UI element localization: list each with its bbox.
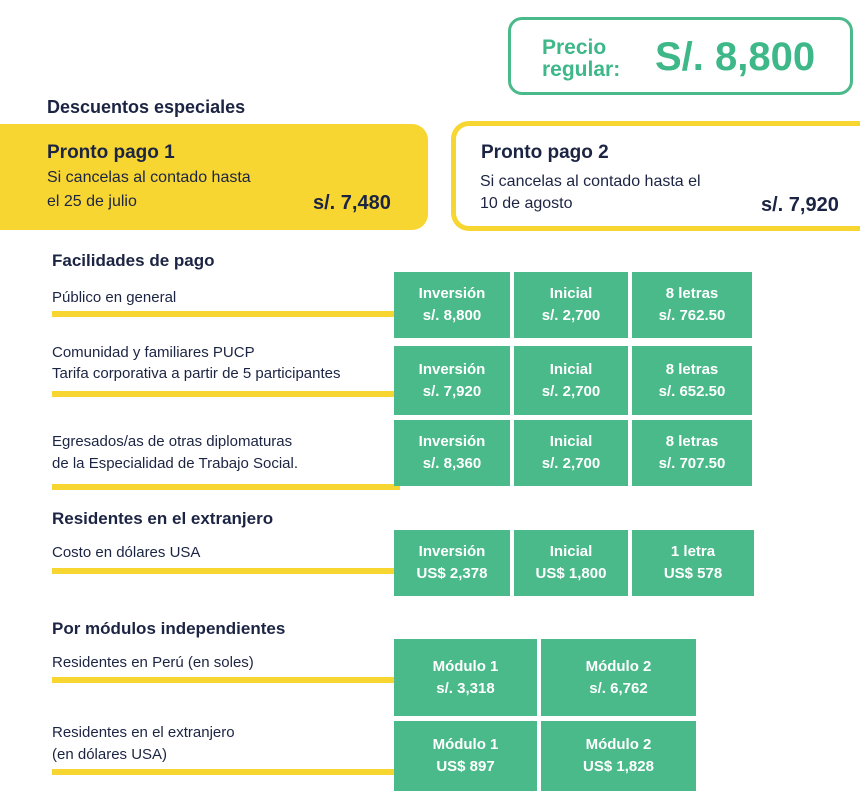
cell-heading: Inicial — [549, 433, 593, 450]
foreign-residents-title: Residentes en el extranjero — [52, 509, 274, 528]
price-cell — [394, 420, 510, 486]
row-label-peru-residents: Residentes en Perú (en soles) — [52, 654, 254, 671]
cell-heading: Inversión — [418, 433, 486, 450]
cell-value: s/. 2,700 — [541, 382, 601, 400]
early-payment-2-card — [451, 121, 860, 231]
cell-value: US$ 2,378 — [416, 565, 488, 582]
row-label-pucp-line1: Comunidad y familiares PUCP — [52, 344, 255, 361]
cell-value: s/. 2,700 — [541, 455, 601, 472]
price-cell — [514, 420, 628, 486]
row-underline — [52, 677, 396, 683]
modules-title: Por módulos independientes — [52, 619, 286, 638]
row-underline — [52, 568, 394, 574]
payment-facilities-title: Facilidades de pago — [52, 251, 215, 270]
price-cell — [514, 346, 628, 415]
cell-heading: 1 letra — [670, 543, 716, 560]
cell-heading: 8 letras — [665, 285, 719, 302]
early-payment-2-desc-line1: Si cancelas al contado hasta el — [480, 173, 701, 190]
early-payment-2-desc-line2: 10 de agosto — [480, 195, 573, 212]
cell-value: US$ 1,800 — [535, 565, 607, 582]
cell-value: s/. 6,762 — [589, 679, 648, 697]
cell-value: s/. 3,318 — [436, 679, 495, 697]
regular-price-value: S/. 8,800 — [655, 35, 816, 79]
cell-value: s/. 2,700 — [541, 307, 601, 324]
early-payment-1-title: Pronto pago 1 — [47, 142, 175, 163]
cell-value: US$ 897 — [436, 758, 495, 775]
regular-price-box — [508, 17, 853, 95]
row-label-graduates-line1: Egresados/as de otras diplomaturas — [52, 433, 293, 450]
row-label-graduates-line2: de la Especialidad de Trabajo Social. — [52, 455, 298, 472]
cell-value: s/. 652.50 — [658, 382, 726, 400]
cell-heading: Inicial — [549, 285, 593, 302]
cell-value: US$ 578 — [663, 565, 723, 582]
row-label-foreign-residents-line1: Residentes en el extranjero — [52, 724, 235, 741]
cell-value: s/. 762.50 — [658, 307, 726, 324]
price-cell — [394, 346, 510, 415]
row-underline — [52, 769, 394, 775]
cell-heading: Módulo 1 — [432, 736, 499, 753]
price-cell — [514, 530, 628, 596]
row-label-pucp-line2: Tarifa corporativa a partir de 5 participantes — [52, 365, 341, 382]
module-cell — [394, 721, 537, 791]
early-payment-1-desc-line2: el 25 de julio — [47, 193, 137, 210]
cell-heading: Inversión — [418, 543, 486, 560]
price-cell — [632, 420, 752, 486]
cell-heading: Inversión — [418, 360, 486, 378]
price-cell — [394, 530, 510, 596]
early-payment-1-card — [0, 124, 428, 230]
cell-heading: Inversión — [418, 285, 486, 302]
cell-heading: Módulo 2 — [585, 657, 652, 675]
cell-heading: Inicial — [549, 543, 593, 560]
row-underline — [52, 484, 400, 490]
price-cell — [394, 272, 510, 338]
price-cell — [632, 530, 754, 596]
early-payment-1-price: s/. 7,480 — [313, 192, 391, 214]
row-underline — [52, 391, 396, 397]
cell-heading: 8 letras — [665, 360, 719, 378]
cell-value: s/. 8,800 — [422, 307, 482, 324]
cell-heading: Inicial — [549, 360, 593, 378]
module-cell — [394, 639, 537, 716]
discounts-title: Descuentos especiales — [47, 97, 246, 117]
cell-heading: Módulo 2 — [585, 736, 652, 753]
early-payment-2-price: s/. 7,920 — [761, 194, 839, 216]
price-cell — [514, 272, 628, 338]
cell-value: s/. 8,360 — [422, 455, 482, 472]
early-payment-2-title: Pronto pago 2 — [481, 142, 609, 163]
row-underline — [52, 311, 396, 317]
module-cell — [541, 639, 696, 716]
regular-price-label: Precio regular: — [542, 36, 621, 81]
price-cell — [632, 272, 752, 338]
early-payment-1-desc-line1: Si cancelas al contado hasta — [47, 169, 251, 186]
price-cell — [632, 346, 752, 415]
cell-value: s/. 707.50 — [658, 455, 726, 472]
cell-value: US$ 1,828 — [583, 758, 654, 775]
row-label-usd-cost: Costo en dólares USA — [52, 544, 201, 561]
cell-heading: 8 letras — [665, 433, 719, 450]
cell-heading: Módulo 1 — [432, 657, 499, 675]
row-label-general-public: Público en general — [52, 289, 177, 306]
module-cell — [541, 721, 696, 791]
row-label-foreign-residents-line2: (en dólares USA) — [52, 746, 168, 763]
cell-value: s/. 7,920 — [422, 382, 482, 400]
